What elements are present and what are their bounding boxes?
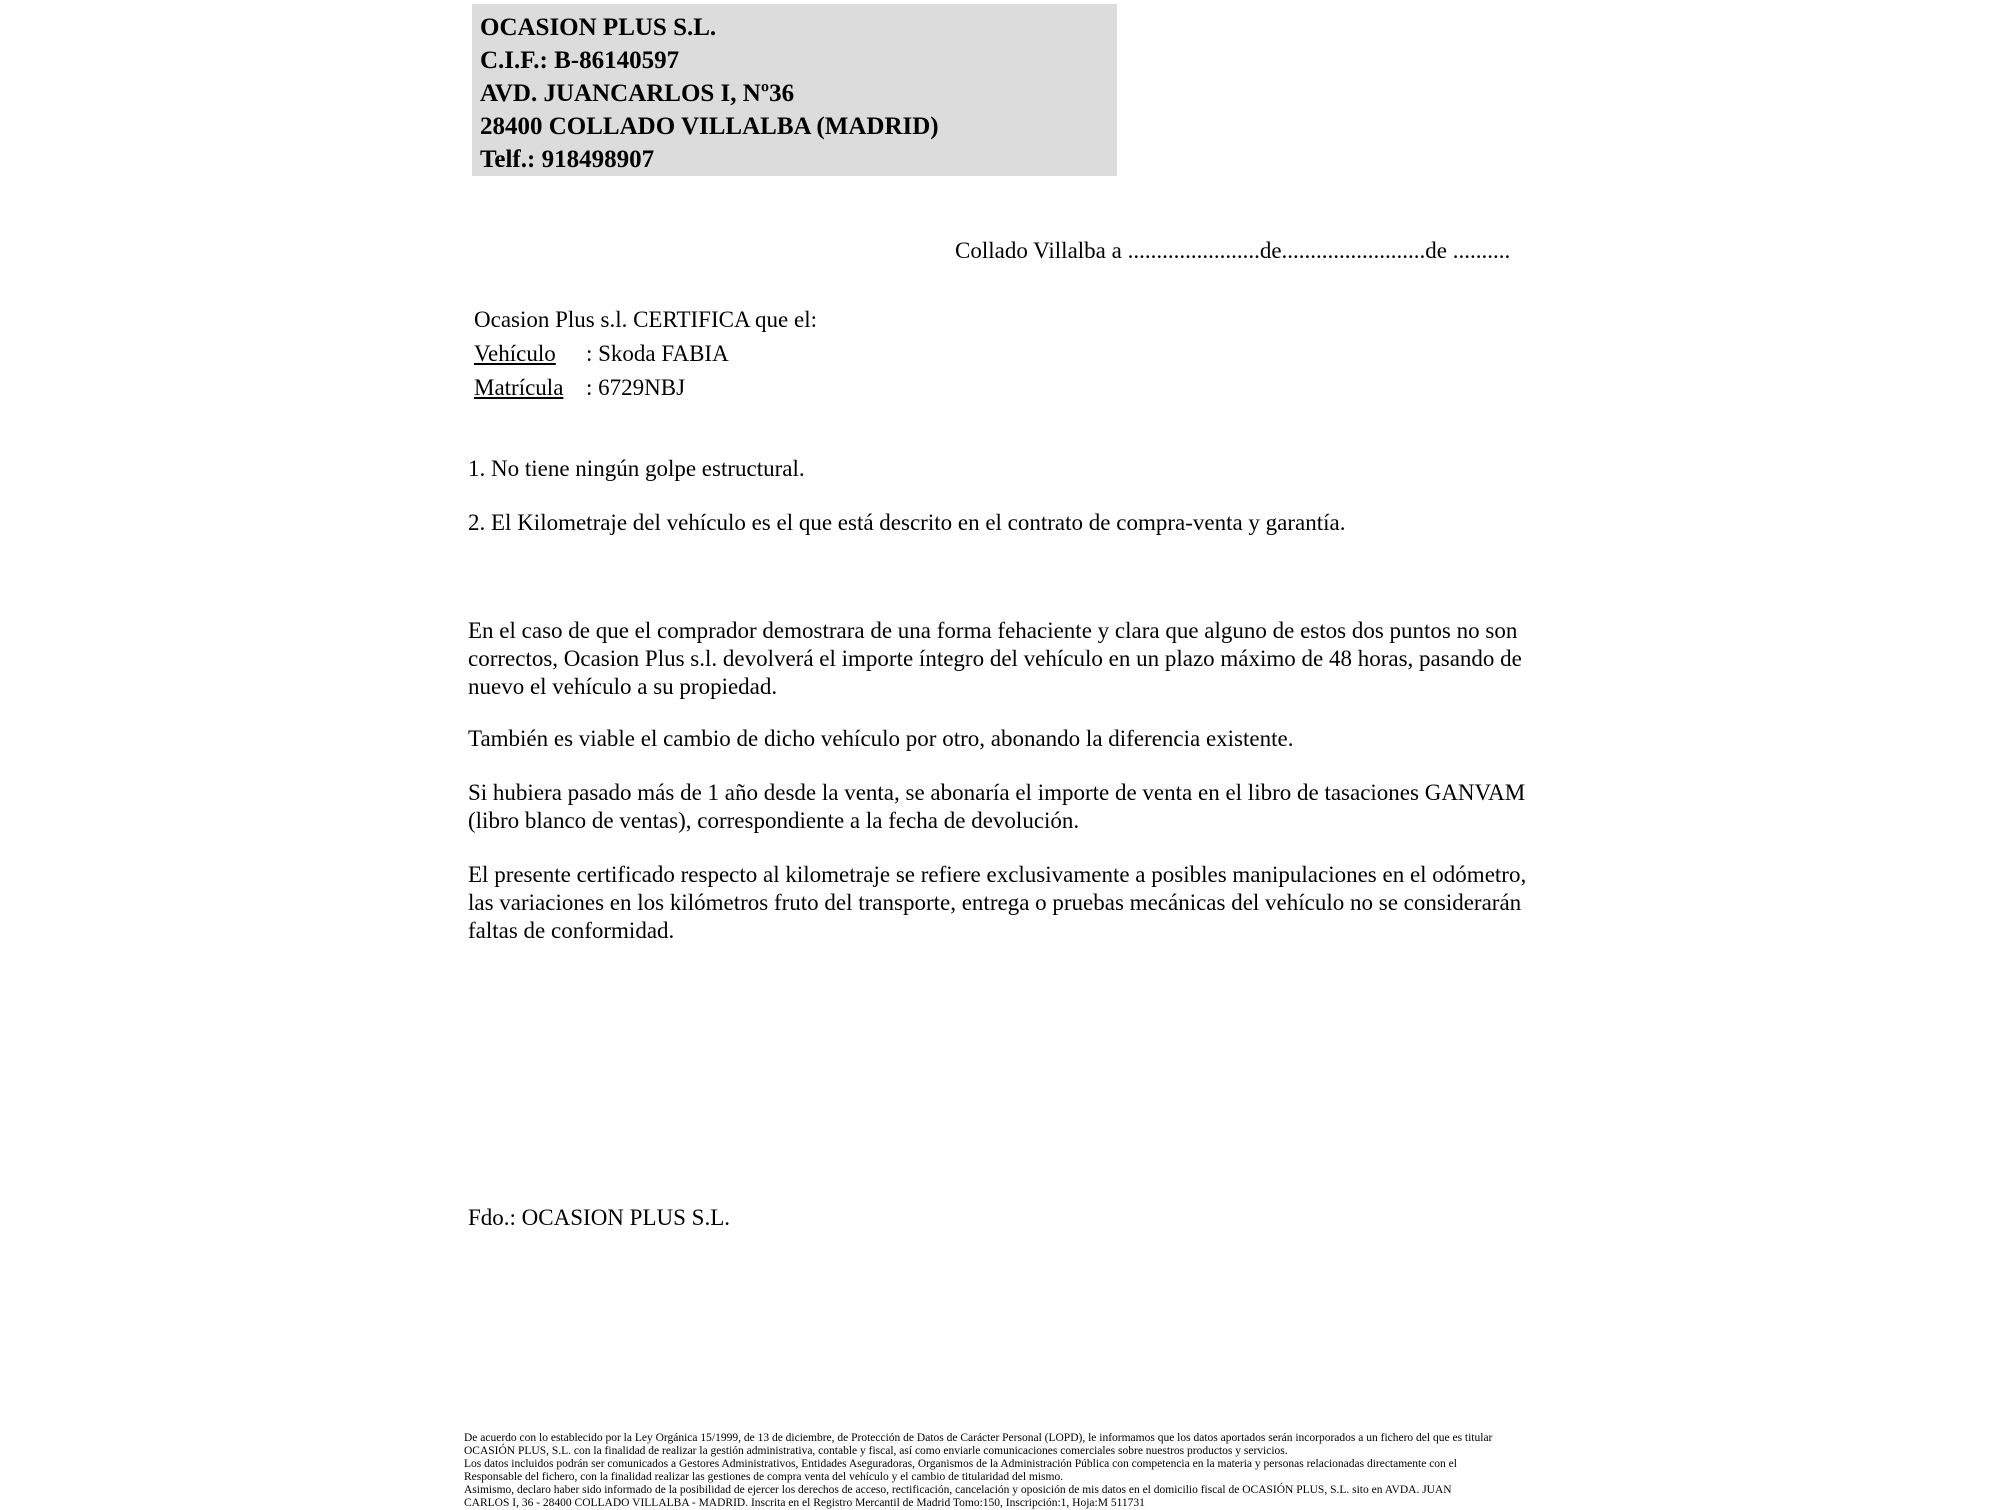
vehicle-label: Vehículo <box>474 341 556 366</box>
signature-line: Fdo.: OCASION PLUS S.L. <box>468 1205 730 1230</box>
company-header-box <box>472 4 1117 176</box>
legal-footer-line-1: De acuerdo con lo establecido por la Ley Orgánica 15/1999, de 13 de diciembre, de Protección de Datos de Carácter Personal (LOPD), le informamos que los datos aportados serán incorporados a un fichero del que es titular <box>464 1432 1493 1444</box>
company-phone: Telf.: 918498907 <box>480 146 655 173</box>
legal-footer-line-2: OCASIÓN PLUS, S.L. con la finalidad de realizar la gestión administrativa, contable y fiscal, así como enviarle comunicaciones comerciales sobre nuestros productos y servicios. <box>464 1445 1288 1457</box>
legal-footer <box>464 1432 1574 1510</box>
plate-field-row <box>474 371 817 405</box>
company-cif: C.I.F.: B-86140597 <box>480 47 680 74</box>
paragraph-odometer: El presente certificado respecto al kilometraje se refiere exclusivamente a posibles manipulaciones en el odómetro, las variaciones en los kilómetros fruto del transporte, entrega o pruebas mecánicas del vehículo no se considerarán faltas de conformidad. <box>468 862 1527 943</box>
legal-footer-line-3: Los datos incluidos podrán ser comunicados a Gestores Administrativos, Entidades Aseguradoras, Organismos de la Administración Pública con competencia en la materia y personas relacionadas directamente con el <box>464 1458 1457 1470</box>
company-city: 28400 COLLADO VILLALBA (MADRID) <box>480 113 939 140</box>
vehicle-label-wrap <box>474 337 586 371</box>
body-paragraphs <box>468 617 1553 971</box>
plate-label: Matrícula <box>474 375 564 400</box>
date-line: Collado Villalba a .......................de.........................de .......... <box>955 238 1511 263</box>
vehicle-separator: : <box>586 341 593 366</box>
company-address: AVD. JUANCARLOS I, Nº36 <box>480 80 795 107</box>
vehicle-field-row <box>474 337 817 371</box>
certify-block <box>474 303 817 405</box>
paragraph-refund: En el caso de que el comprador demostrara de una forma fehaciente y clara que alguno de estos dos puntos no son correctos, Ocasion Plus s.l. devolverá el importe íntegro del vehículo en un plazo máximo de 48 horas, pasando de nuevo el vehículo a su propiedad. <box>468 618 1522 699</box>
certify-intro: Ocasion Plus s.l. CERTIFICA que el: <box>474 307 817 332</box>
plate-separator: : <box>586 375 593 400</box>
legal-footer-line-5: Asimismo, declaro haber sido informado de la posibilidad de ejercer los derechos de acceso, rectificación, cancelación y oposición de mis datos en el domicilio fiscal de OCASIÓN PLUS, S.L. sito en AVDA. JUAN <box>464 1484 1452 1496</box>
paragraph-exchange: También es viable el cambio de dicho vehículo por otro, abonando la diferencia existente. <box>468 726 1294 751</box>
certified-item-1: 1. No tiene ningún golpe estructural. <box>468 456 805 481</box>
legal-footer-line-4: Responsable del fichero, con la finalidad realizar las gestiones de compra venta del vehículo y el cambio de titularidad del mismo. <box>464 1471 1064 1483</box>
plate-label-wrap <box>474 371 586 405</box>
vehicle-value: Skoda FABIA <box>598 341 729 366</box>
certified-items <box>468 455 1558 537</box>
company-name: OCASION PLUS S.L. <box>480 14 717 41</box>
paragraph-ganvam: Si hubiera pasado más de 1 año desde la venta, se abonaría el importe de venta en el libro de tasaciones GANVAM (libro blanco de ventas), correspondiente a la fecha de devolución. <box>468 780 1526 833</box>
legal-footer-line-6: CARLOS I, 36 - 28400 COLLADO VILLALBA - MADRID. Inscrita en el Registro Mercantil de Madrid Tomo:150, Inscripción:1, Hoja:M 511731 <box>464 1497 1145 1509</box>
certified-item-2: 2. El Kilometraje del vehículo es el que está descrito en el contrato de compra-venta y garantía. <box>468 510 1346 535</box>
plate-value: 6729NBJ <box>598 375 686 400</box>
